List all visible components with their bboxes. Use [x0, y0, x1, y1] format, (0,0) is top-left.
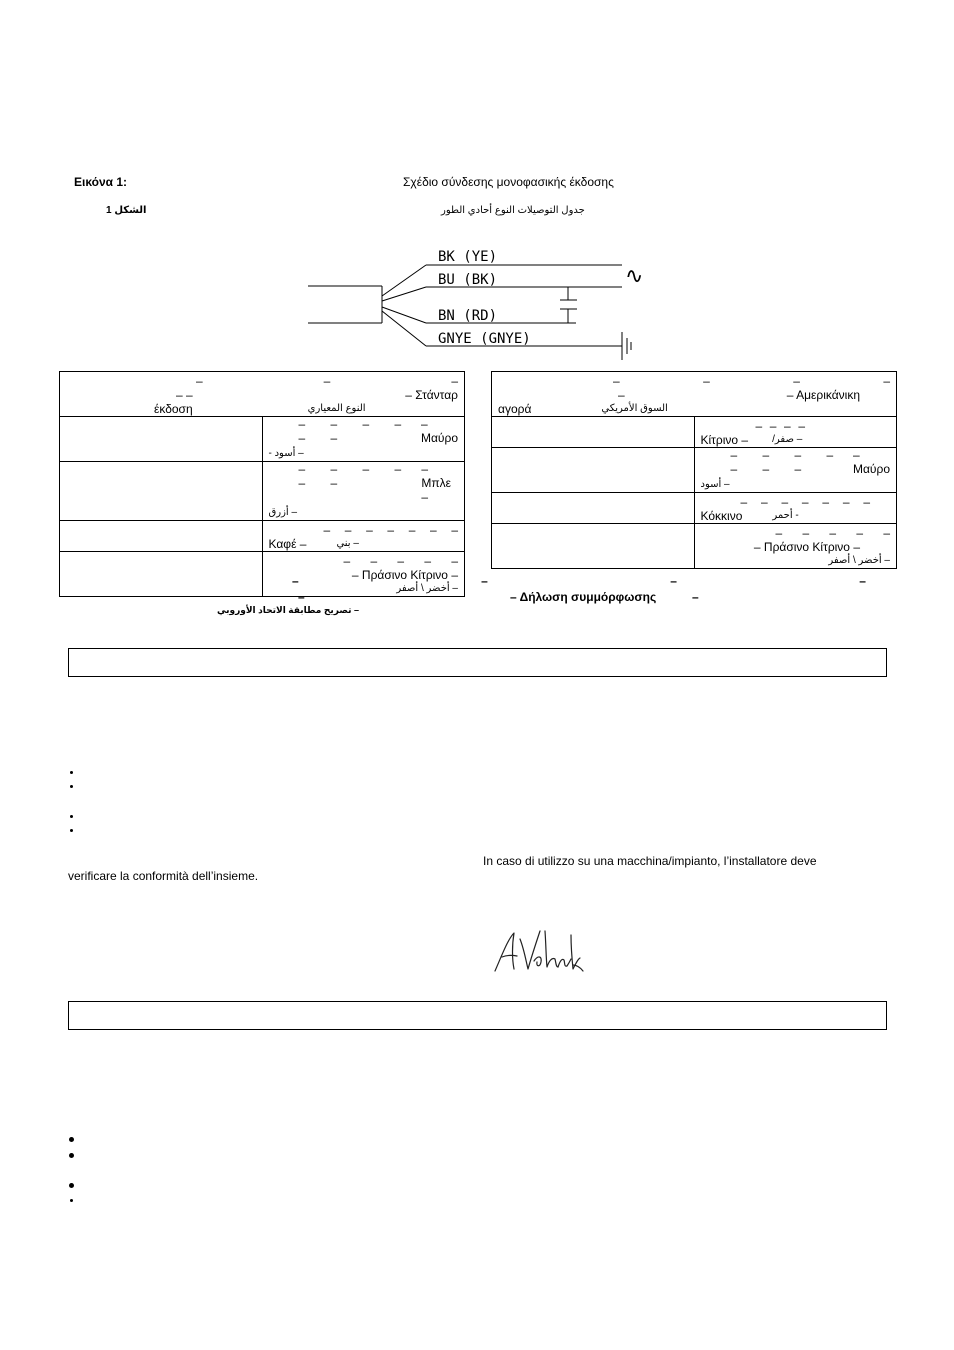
figure-title-el: Σχέδιο σύνδεσης μονοφασικής έκδοσης	[403, 175, 614, 189]
ac-symbol-icon: ∿	[625, 264, 644, 289]
row-color-ar: – أسود -	[268, 448, 304, 459]
wiring-diagram	[300, 240, 660, 365]
bullet	[70, 829, 73, 832]
declaration-dash: –	[670, 574, 677, 588]
color-swatch-cell	[60, 521, 263, 552]
color-swatch-cell	[492, 493, 695, 524]
declaration-dash: –	[859, 574, 866, 588]
row-dashes: – – – – – –	[298, 417, 402, 445]
declaration-box-1	[68, 648, 887, 677]
figure-label-el: Εικόνα 1:	[74, 175, 128, 189]
wire-label-1: BK (YE)	[438, 249, 498, 265]
row-dashes: – – – – – – –	[323, 523, 458, 537]
bullet	[70, 1199, 73, 1202]
table-header-dashes: – – – –	[613, 374, 890, 388]
row-color-el: Καφέ –	[268, 537, 307, 551]
row-color-ar: – صفر/	[772, 434, 803, 445]
declaration-box-2	[68, 1001, 887, 1030]
table-header-dashes: – – –	[196, 374, 458, 388]
row-dashes: – – – – – – –	[740, 495, 870, 509]
table-header-el: – Αμερικάνικη	[786, 388, 860, 402]
declaration-title-el: – Δήλωση συμμόρφωσης	[510, 590, 657, 604]
declaration-dash-right: –	[692, 590, 699, 604]
row-color-ar: – أخضر \ أصفر	[396, 583, 458, 594]
declaration-dashes	[292, 574, 866, 588]
american-wiring-table	[491, 371, 897, 569]
bullet	[69, 1137, 74, 1142]
row-color-ar: - أحمر	[772, 510, 799, 521]
table-header-dashes-2: –	[618, 388, 625, 402]
bullet	[70, 815, 73, 818]
table-header-el-2: έκδοση	[154, 402, 193, 416]
color-swatch-cell	[60, 417, 263, 462]
bullet	[69, 1183, 74, 1188]
wire-label-3: BN (RD)	[438, 308, 498, 324]
standard-wiring-table	[59, 371, 465, 597]
row-color-el: Κίτρινο –	[700, 433, 749, 447]
color-swatch-cell	[492, 417, 695, 448]
color-swatch-cell	[60, 552, 263, 597]
row-color-ar: – أسود	[700, 479, 730, 490]
declaration-dash-left: –	[298, 590, 305, 604]
row-color-ar: – أزرق	[268, 507, 298, 518]
table-header-dashes-2: – –	[176, 388, 193, 402]
color-swatch-cell	[492, 448, 695, 493]
declaration-dash: –	[481, 574, 488, 588]
table-header-ar: النوع المعياري	[307, 403, 366, 414]
wire-label-4: GNYE (GNYE)	[438, 331, 531, 347]
row-color-ar: – بني	[336, 538, 359, 549]
table-header-ar: السوق الأمريكي	[601, 403, 668, 414]
table-header-el: – Στάνταρ	[405, 388, 458, 402]
row-color-el: Κόκκινο	[700, 509, 743, 523]
wire-label-2: BU (BK)	[438, 272, 498, 288]
installer-note-line1: In caso di utilizzo su una macchina/impianto, l’installatore deve	[483, 854, 817, 868]
row-dashes: – – – – –	[343, 554, 458, 568]
row-dashes: – – – –	[755, 419, 805, 433]
declaration-title-ar: – تصريح مطابقة الاتحاد الأوروبي	[217, 605, 360, 615]
bullet	[69, 1153, 74, 1158]
row-dashes: – – – – – – –	[730, 448, 834, 476]
figure-label-ar: الشكل 1	[106, 205, 147, 216]
row-color-el: – Πράσινο Κίτρινο –	[753, 540, 860, 554]
row-color-el: – Μαύρο	[853, 448, 890, 476]
row-color-ar: – أخضر \ أصفر	[828, 555, 890, 566]
color-swatch-cell	[492, 524, 695, 569]
row-color-el: – Πράσινο Κίτρινο –	[351, 568, 458, 582]
row-color-el: – Μπλε –	[421, 462, 452, 504]
declaration-dash: –	[292, 574, 299, 588]
row-dashes: – – – – – –	[298, 462, 402, 490]
installer-note-line2: verificare la conformità dell’insieme.	[68, 869, 259, 883]
row-dashes: – – – – –	[775, 526, 890, 540]
color-swatch-cell	[60, 462, 263, 521]
signature-image	[490, 925, 585, 977]
row-color-el: – Μαύρο	[421, 417, 458, 445]
figure-title-ar: جدول التوصيلات النوع أحادي الطور	[441, 205, 585, 216]
table-header-el-2: αγορά	[498, 402, 532, 416]
bullet	[70, 771, 73, 774]
bullet	[70, 785, 73, 788]
